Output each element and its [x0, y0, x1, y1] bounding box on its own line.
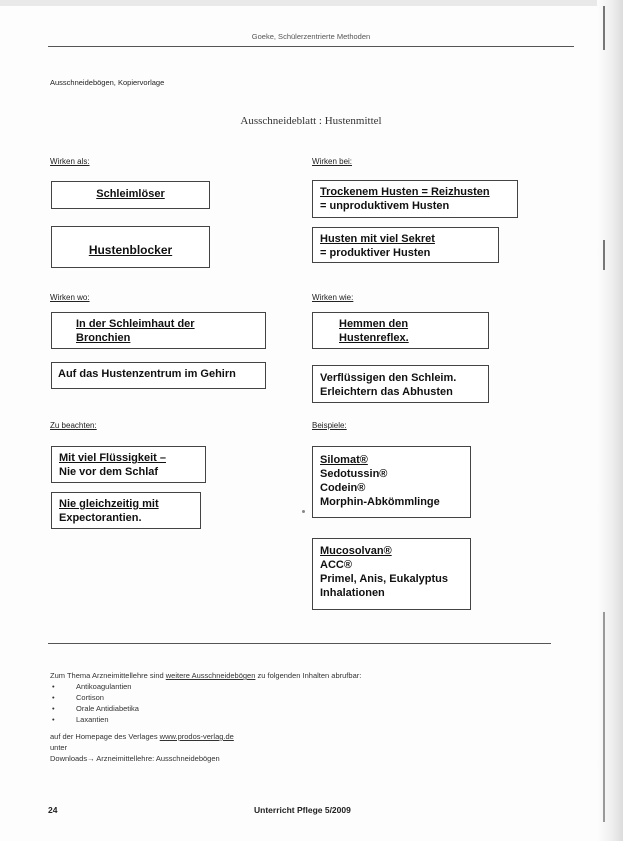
footer-homepage-a: auf der Homepage des Verlages — [50, 732, 160, 741]
card-hustenblocker[interactable] — [51, 226, 210, 268]
topic-list — [50, 681, 530, 725]
card-text: Hemmen den — [339, 318, 409, 330]
footer-intro-a: Zum Thema Arzneimittellehre sind — [50, 671, 166, 680]
verlag-homepage-link[interactable]: www.prodos-verlag.de — [159, 732, 234, 741]
scan-edge-mark — [603, 612, 605, 822]
footer-notes — [50, 670, 530, 764]
subtitle: Ausschneidebögen, Kopiervorlage — [50, 78, 165, 87]
card-text: Trockenem Husten = Reizhusten — [320, 186, 490, 198]
card-text: Expectorantien. — [59, 512, 142, 524]
running-header: Goeke, Schülerzentrierte Methoden — [251, 32, 371, 41]
section-wirken-bei: Wirken bei: — [312, 157, 353, 166]
card-beispiele-antitussiva[interactable] — [312, 446, 471, 518]
footer-intro — [50, 670, 530, 681]
card-text: Morphin-Abkömmlinge — [320, 496, 440, 508]
card-text: Schleimlöser — [96, 188, 165, 200]
card-text: Nie gleichzeitig mit — [59, 498, 159, 510]
card-text: = produktiver Husten — [320, 247, 431, 259]
card-schleimhaut[interactable] — [51, 312, 266, 349]
card-text: = unproduktivem Husten — [320, 200, 450, 212]
card-trockener-husten[interactable] — [312, 180, 518, 218]
list-item: • Antikoagulantien — [50, 681, 530, 692]
scan-edge-mark — [603, 6, 605, 50]
card-text: ACC® — [320, 559, 352, 571]
scan-top-shadow — [0, 0, 623, 6]
footer-intro-b: zu folgenden Inhalten abrufbar: — [255, 671, 362, 680]
scan-right-edge — [597, 0, 623, 841]
list-item: • Orale Antidiabetika — [50, 703, 530, 714]
section-beispiele: Beispiele: — [312, 421, 347, 430]
card-text: Primel, Anis, Eukalyptus — [320, 573, 448, 585]
card-text: Inhalationen — [320, 587, 385, 599]
card-husten-mit-sekret[interactable] — [312, 227, 499, 263]
list-item: • Laxantien — [50, 714, 530, 725]
card-text: Mucosolvan® — [320, 545, 392, 557]
journal-issue: Unterricht Pflege 5/2009 — [254, 805, 351, 815]
page-number: 24 — [48, 805, 58, 815]
header-rule — [48, 46, 574, 47]
footer-unter: unter — [50, 743, 68, 752]
page-title: Ausschneideblatt : Hustenmittel — [240, 115, 382, 127]
card-text: Husten mit viel Sekret — [320, 233, 435, 245]
card-text: Erleichtern das Abhusten — [320, 386, 453, 398]
card-text: Nie vor dem Schlaf — [59, 466, 159, 478]
card-text: Codein® — [320, 482, 366, 494]
card-beispiele-expectorantien[interactable] — [312, 538, 471, 610]
card-text: Verflüssigen den Schleim. — [320, 372, 457, 384]
card-fluessigkeit[interactable] — [51, 446, 206, 483]
card-schleimloeser[interactable] — [51, 181, 210, 209]
footer-rule — [48, 643, 551, 644]
card-text: Auf das Hustenzentrum im Gehirn — [58, 368, 236, 380]
section-zu-beachten: Zu beachten: — [50, 421, 97, 430]
scan-speck — [302, 510, 305, 513]
card-text: Bronchien — [76, 332, 131, 344]
card-text: Sedotussin® — [320, 468, 388, 480]
weitere-ausschneideboegen-link[interactable]: weitere Ausschneidebögen — [165, 671, 256, 680]
section-wirken-wo: Wirken wo: — [50, 293, 90, 302]
card-text: In der Schleimhaut der — [76, 318, 195, 330]
scan-edge-mark — [603, 240, 605, 270]
card-verfluessigen[interactable] — [312, 365, 489, 403]
footer-path: Downloads→ Arzneimittellehre: Ausschneidebögen — [50, 754, 220, 763]
list-item: • Cortison — [50, 692, 530, 703]
card-text: Silomat® — [320, 454, 368, 466]
footer-homepage — [50, 731, 530, 742]
card-gleichzeitig[interactable] — [51, 492, 201, 529]
card-hemmen[interactable] — [312, 312, 489, 349]
section-wirken-wie: Wirken wie: — [312, 293, 354, 302]
section-wirken-als: Wirken als: — [50, 157, 90, 166]
card-text: Mit viel Flüssigkeit – — [59, 452, 166, 464]
card-text: Hustenreflex. — [339, 332, 409, 344]
card-text: Hustenblocker — [88, 243, 173, 257]
card-hustenzentrum[interactable] — [51, 362, 266, 389]
